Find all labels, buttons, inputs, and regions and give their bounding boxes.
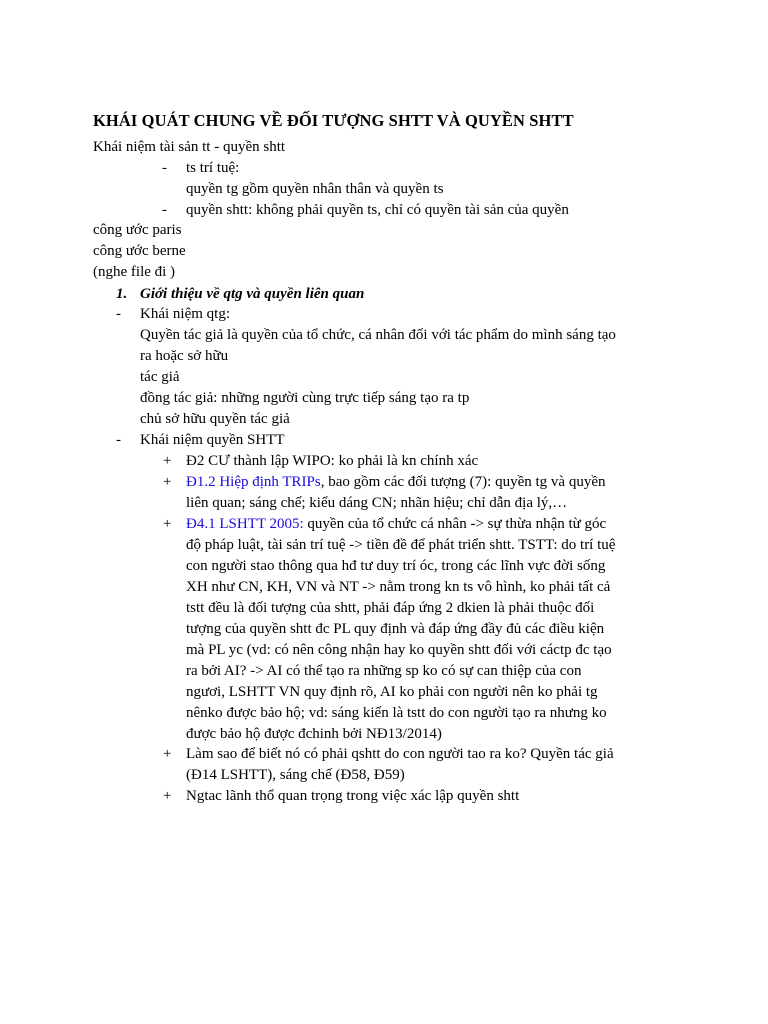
- lshtt-line: ngươi, LSHTT VN quy định rõ, AI ko phải con người nên ko phải tg: [186, 684, 598, 700]
- plus-item-lshtt: [186, 514, 606, 535]
- intro-line-berne: công ước berne: [93, 243, 186, 259]
- bullet-plus: +: [163, 788, 172, 804]
- bullet-dash: -: [162, 202, 167, 218]
- intro-line-note: (nghe file đi ): [93, 264, 176, 280]
- bullet-plus: +: [163, 474, 172, 490]
- intro-item-shtt: quyền shtt: không phải quyền ts, chỉ có quyền tài sản của quyền: [186, 202, 569, 218]
- document-title: KHÁI QUÁT CHUNG VỀ ĐỐI TƯỢNG SHTT VÀ QUYỀN SHTT: [93, 111, 574, 130]
- qtg-line: chủ sở hữu quyền tác giả: [140, 411, 290, 427]
- lshtt-line: XH như CN, KH, VN và NT -> nằm trong kn ts vô hình, ko phải tất cả: [186, 579, 611, 595]
- qtg-line: đồng tác giả: những người cùng trực tiếp sáng tạo ra tp: [140, 390, 470, 406]
- bullet-dash: -: [116, 432, 121, 448]
- plus-item-question-line2: (Đ14 LSHTT), sáng chế (Đ58, Đ59): [186, 767, 405, 783]
- bullet-dash: -: [116, 306, 121, 322]
- plus-item-question: Làm sao để biết nó có phải qshtt do con người tao ra ko? Quyền tác giả: [186, 746, 614, 762]
- section-item-qtg: Khái niệm qtg:: [140, 306, 230, 322]
- lshtt-line: tstt đều là đối tượng của shtt, phải đáp ứng 2 dkien là phải thuộc đối: [186, 600, 595, 616]
- bullet-plus: +: [163, 516, 172, 532]
- section-item-shtt: Khái niệm quyền SHTT: [140, 432, 285, 448]
- lshtt-line: nênko được bảo hộ; vd: sáng kiến là tstt do con người tạo ra nhưng ko: [186, 705, 607, 721]
- plus-item-wipo: Đ2 CƯ thành lập WIPO: ko phải là kn chính xác: [186, 453, 479, 469]
- lshtt-line: tượng của quyền shtt đc PL quy định và đáp ứng đầy đủ các điều kiện: [186, 621, 605, 637]
- qtg-line: Quyền tác giả là quyền của tổ chức, cá nhân đối với tác phẩm do mình sáng tạo: [140, 327, 616, 343]
- lshtt-line: mà PL yc (vd: có nên công nhận hay ko quyền shtt đối với cáctp đc tạo: [186, 642, 612, 658]
- bullet-plus: +: [163, 453, 172, 469]
- trips-link[interactable]: Đ1.2 Hiệp định TRIPs: [186, 474, 321, 490]
- lshtt-line: ra bởi AI? -> AI có thể tạo ra những sp ko có sự can thiệp của con: [186, 663, 582, 679]
- lshtt-link[interactable]: Đ4.1 LSHTT 2005:: [186, 516, 304, 532]
- bullet-plus: +: [163, 746, 172, 762]
- lshtt-line: con người stao thông qua hđ tư duy trí óc, trong các lĩnh vực đời sống: [186, 558, 606, 574]
- qtg-line: ra hoặc sở hữu: [140, 348, 229, 364]
- section-number: 1.: [116, 286, 128, 302]
- lshtt-line: độ pháp luật, tài sản trí tuệ -> tiền đề để phát triển shtt. TSTT: do trí tuệ: [186, 537, 616, 553]
- intro-item-ts-sub: quyền tg gồm quyền nhân thân và quyền ts: [186, 181, 444, 197]
- section-heading: Giới thiệu về qtg và quyền liên quan: [140, 286, 365, 302]
- plus-item-trips-line2: liên quan; sáng chế; kiểu dáng CN; nhãn hiệu; chỉ dẫn địa lý,…: [186, 495, 568, 511]
- plus-item-trips: [186, 472, 605, 493]
- trips-rest: , bao gồm các đối tượng (7): quyền tg và quyền: [320, 474, 606, 490]
- lshtt-rest: quyền của tổ chức cá nhân -> sự thừa nhận từ góc: [303, 516, 607, 532]
- intro-item-ts: ts trí tuệ:: [186, 160, 240, 176]
- qtg-line: tác giả: [140, 369, 180, 385]
- plus-item-territory: Ngtac lãnh thổ quan trọng trong việc xác lập quyền shtt: [186, 788, 520, 804]
- lshtt-line: được bảo hộ được đchinh bởi NĐ13/2014): [186, 726, 442, 742]
- intro-line-paris: công ước paris: [93, 222, 182, 238]
- bullet-dash: -: [162, 160, 167, 176]
- intro-line-concept: Khái niệm tài sản tt - quyền shtt: [93, 139, 286, 155]
